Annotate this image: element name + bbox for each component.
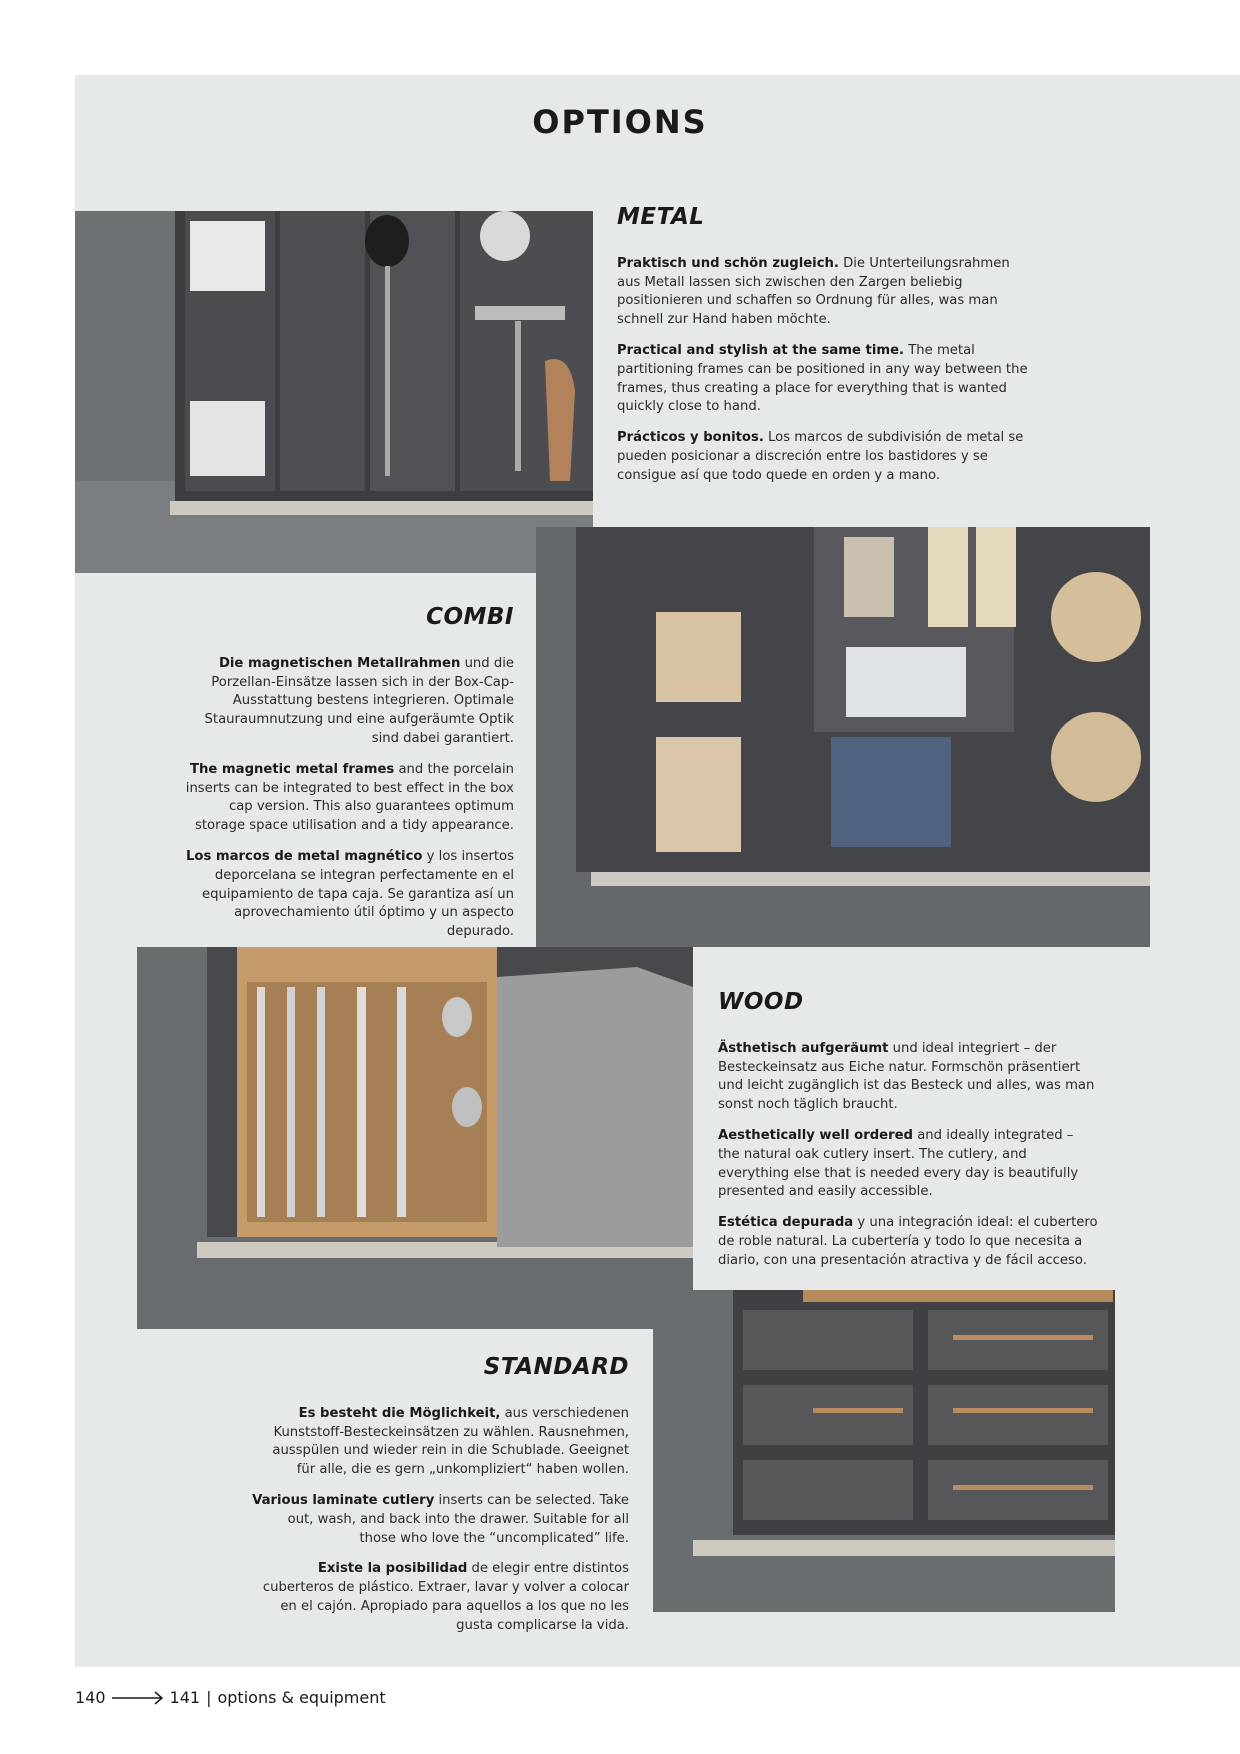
standard-heading: STANDARD [483,1354,629,1380]
page-title: OPTIONS [532,103,708,141]
wood-text-en: Aesthetically well ordered and ideally integrated – the natural oak cutlery insert. The cutlery, and everything else that is needed every day is beautifully presented and easily accessible. [718,1127,1079,1200]
standard-text-en: Various laminate cutlery inserts can be selected. Take out, wash, and back into the drawer. Suitable for all those who love the “uncomplicated” life. [252,1492,629,1546]
page-number-left: 140 [75,1688,106,1707]
combi-heading: COMBI [426,604,514,630]
standard-text-es: Existe la posibilidad de elegir entre distintos cuberteros de plástico. Extraer, lavar y volver a colocar en el cajón. Apropiado para aquellos a los que no les gusta complicarse la vida. [262,1561,629,1633]
metal-section [617,204,1037,498]
metal-heading: METAL [617,204,705,230]
arrow-right-icon [112,1691,164,1705]
wood-drawer-photo [137,947,693,1329]
footer-separator: | [206,1688,212,1707]
page-footer [75,1688,386,1707]
standard-drawer-photo [653,1290,1115,1612]
combi-text-de: Die magnetischen Metallrahmen und die Porzellan-Einsätze lassen sich in der Box-Cap-Ausstattung bestens integrieren. Optimale Stauraumnutzung und eine aufgeräumte Optik sind dabei garantiert. [204,655,514,746]
wood-text-es: Estética depurada y una integración ideal: el cubertero de roble natural. La cubertería y todo lo que necesita a diario, con una presentación atractiva y de fácil acceso. [718,1215,1098,1268]
standard-section [252,1354,629,1648]
combi-drawer-photo [536,527,1150,947]
page-number-right: 141 [169,1688,201,1707]
wood-section [718,989,1098,1283]
metal-text-en: Practical and stylish at the same time. The metal partitioning frames can be positioned in any way between the frames, thus creating a place for everything that is wanted quickly close to hand. [617,342,1028,415]
footer-label: options & equipment [217,1688,386,1707]
metal-text-es: Prácticos y bonitos. Los marcos de subdivisión de metal se pueden posicionar a discreción entre los bastidores y se consigue así que todo quede en orden y a mano. [617,430,1024,483]
combi-section [176,604,514,954]
metal-drawer-photo [75,211,593,573]
wood-text-de: Ästhetisch aufgeräumt und ideal integriert – der Besteckeinsatz aus Eiche natur. Formschön präsentiert und leicht zugänglich ist das Besteck und alles, was man sonst noch täglich braucht. [718,1040,1095,1113]
combi-text-es: Los marcos de metal magnético y los insertos deporcelana se integran perfectamente en el equipamiento de tapa caja. Se garantiza así un aprovechamiento útil óptimo y un aspecto depurado. [186,848,514,940]
wood-heading: WOOD [718,989,804,1015]
standard-text-de: Es besteht die Möglichkeit, aus verschiedenen Kunststoff-Besteckeinsätzen zu wählen. Rausnehmen, ausspülen und wieder rein in die Schublade. Geeignet für alle, die es gern „unkompliziert“ haben wollen. [272,1405,629,1478]
metal-text-de: Praktisch und schön zugleich. Die Unterteilungsrahmen aus Metall lassen sich zwischen den Zargen beliebig positionieren und schaffen so Ordnung für alles, was man schnell zur Hand haben möchte. [617,255,1010,328]
combi-text-en: The magnetic metal frames and the porcelain inserts can be integrated to best effect in the box cap version. This also guarantees optimum storage space utilisation and a tidy appearance. [185,761,514,834]
